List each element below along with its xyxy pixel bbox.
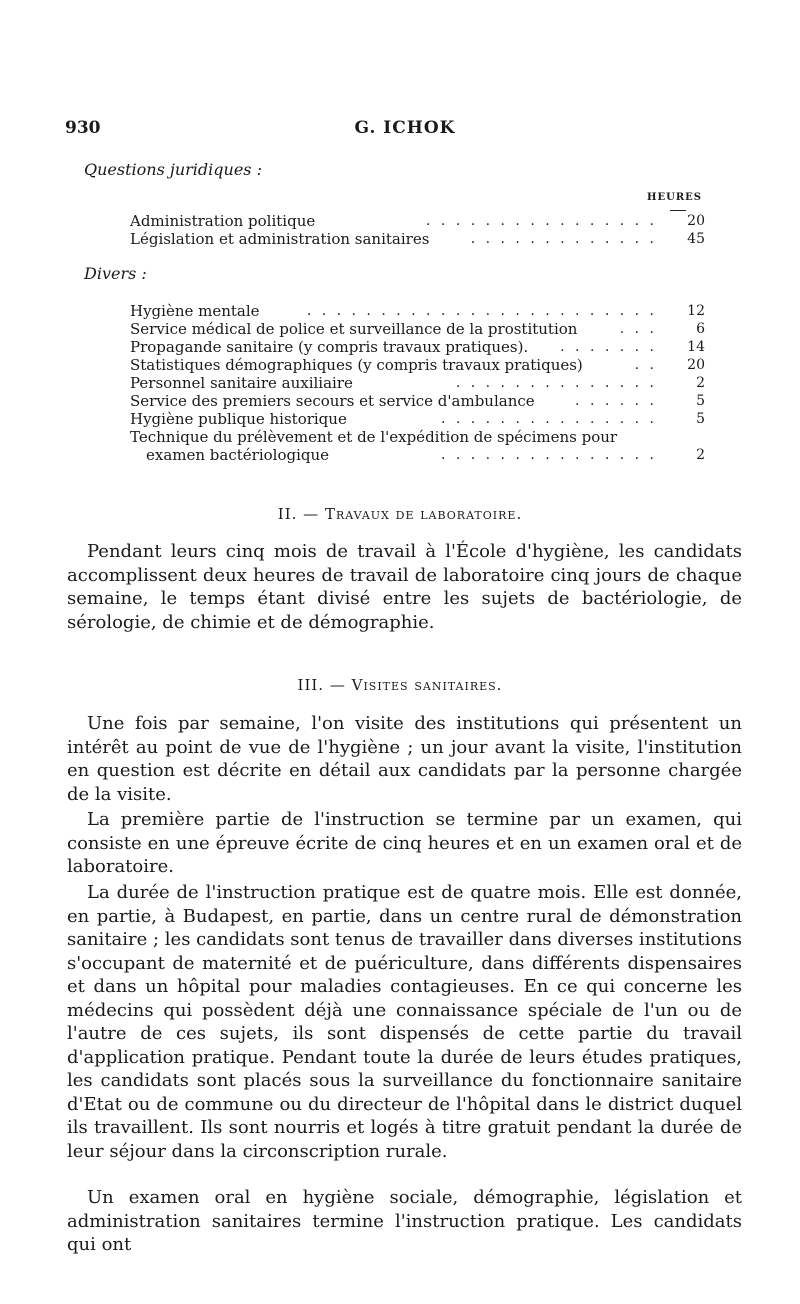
course-row [130, 446, 705, 464]
page-number: 930 [65, 118, 101, 138]
dot-leader: . . . [619, 321, 657, 337]
course-row [130, 320, 705, 338]
section-title: Travaux de laboratoire. [324, 505, 523, 523]
course-row [130, 410, 705, 428]
course-row [130, 392, 705, 410]
course-row [130, 212, 705, 230]
dot-leader: . . [634, 357, 657, 373]
course-label: Administration politique [130, 212, 316, 230]
questions-juridiques-list [130, 212, 705, 248]
dot-leader: . . . . . . . . . . . . . . [455, 375, 657, 391]
course-hours: 45 [687, 231, 705, 247]
course-hours: 5 [696, 393, 705, 409]
running-title: G. ICHOK [354, 118, 456, 138]
section-number: II. — [277, 505, 320, 523]
paragraph-laboratoire: Pendant leurs cinq mois de travail à l'École d'hygiène, les candidats accomplissent deux heures de travail de laboratoire cinq jours de chaque semaine, le temps étant divisé entre les sujets de bactériologie, de sérologie, de chimie et de démographie. [67, 541, 742, 633]
course-label: Législation et administration sanitaires [130, 230, 430, 248]
course-hours: 2 [696, 375, 705, 391]
dot-leader: . . . . . . [575, 393, 657, 409]
dot-leader: . . . . . . . . . . . . . [470, 231, 657, 247]
course-row [130, 302, 705, 320]
section-number: III. — [297, 676, 346, 694]
section-heading-visites [0, 676, 800, 694]
course-row [130, 338, 705, 356]
section-heading-laboratoire [0, 505, 800, 523]
course-label: Service des premiers secours et service d'ambulance [130, 392, 535, 410]
questions-juridiques-heading: Questions juridiques : [84, 160, 262, 179]
course-hours: 2 [696, 447, 705, 463]
course-label: Statistiques démographiques (y compris travaux pratiques) [130, 356, 583, 374]
course-row [130, 428, 705, 446]
dot-leader: . . . . . . . . . . . . . . . [440, 411, 657, 427]
course-hours: 20 [687, 357, 705, 373]
paragraph-visites: Une fois par semaine, l'on visite des institutions qui présentent un intérêt au point de vue de l'hygiène ; un jour avant la visite, l'institution en question est décrite en détail aux candidats par la personne chargée de la visite. [67, 713, 742, 805]
course-label: Technique du prélèvement et de l'expédition de spécimens pour [130, 428, 618, 446]
course-hours: 12 [687, 303, 705, 319]
hours-header-rule [670, 210, 686, 211]
dot-leader: . . . . . . . . . . . . . . . [440, 447, 657, 463]
course-label: Personnel sanitaire auxiliaire [130, 374, 353, 392]
course-label: Propagande sanitaire (y compris travaux pratiques). [130, 338, 529, 356]
course-label: Service médical de police et surveillance de la prostitution [130, 320, 578, 338]
course-row [130, 230, 705, 248]
dot-leader: . . . . . . . . . . . . . . . . [426, 213, 657, 229]
dot-leader: . . . . . . . . . . . . . . . . . . . . . . . . [306, 303, 657, 319]
course-label: Hygiène publique historique [130, 410, 347, 428]
course-row [130, 356, 705, 374]
section-title: Visites sanitaires. [351, 676, 503, 694]
page-header [65, 118, 745, 142]
dot-leader: . . . . . . . [560, 339, 657, 355]
course-label: examen bactériologique [146, 446, 330, 464]
paragraph-instruction-pratique: La durée de l'instruction pratique est de quatre mois. Elle est donnée, en partie, à Budapest, en partie, dans un centre rural de démonstration sanitaire ; les candidats sont tenus de travailler dans diverses institutions s'occupant de maternité et de puériculture, dans différents dispensaires et dans un hôpital pour maladies contagieuses. En ce qui concerne les médecins qui possèdent déjà une connaissance spéciale de l'un ou de l'autre de ces sujets, ils sont dispensés de cette partie du travail d'application pratique. Pendant toute la durée de leurs études pratiques, les candidats sont placés sous la surveillance du fonctionnaire sanitaire d'Etat ou de commune ou du directeur de l'hôpital dans le district duquel ils travaillent. Ils sont nourris et logés à titre gratuit pendant la durée de leur séjour dans la circonscription rurale. [67, 882, 742, 1162]
paragraph-examen-oral: Un examen oral en hygiène sociale, démographie, législation et administration sanitaires termine l'instruction pratique. Les candidats qui ont [67, 1187, 742, 1255]
divers-list [130, 302, 705, 464]
paragraph-examen-premiere-partie: La première partie de l'instruction se termine par un examen, qui consiste en une épreuve écrite de cinq heures et en un examen oral et de laboratoire. [67, 809, 742, 877]
divers-heading: Divers : [84, 264, 147, 283]
course-hours: 6 [696, 321, 705, 337]
course-hours: 14 [687, 339, 705, 355]
course-row [130, 374, 705, 392]
course-hours: 20 [687, 213, 705, 229]
course-hours: 5 [696, 411, 705, 427]
course-label: Hygiène mentale [130, 302, 260, 320]
hours-column-header: HEURES [647, 192, 702, 203]
